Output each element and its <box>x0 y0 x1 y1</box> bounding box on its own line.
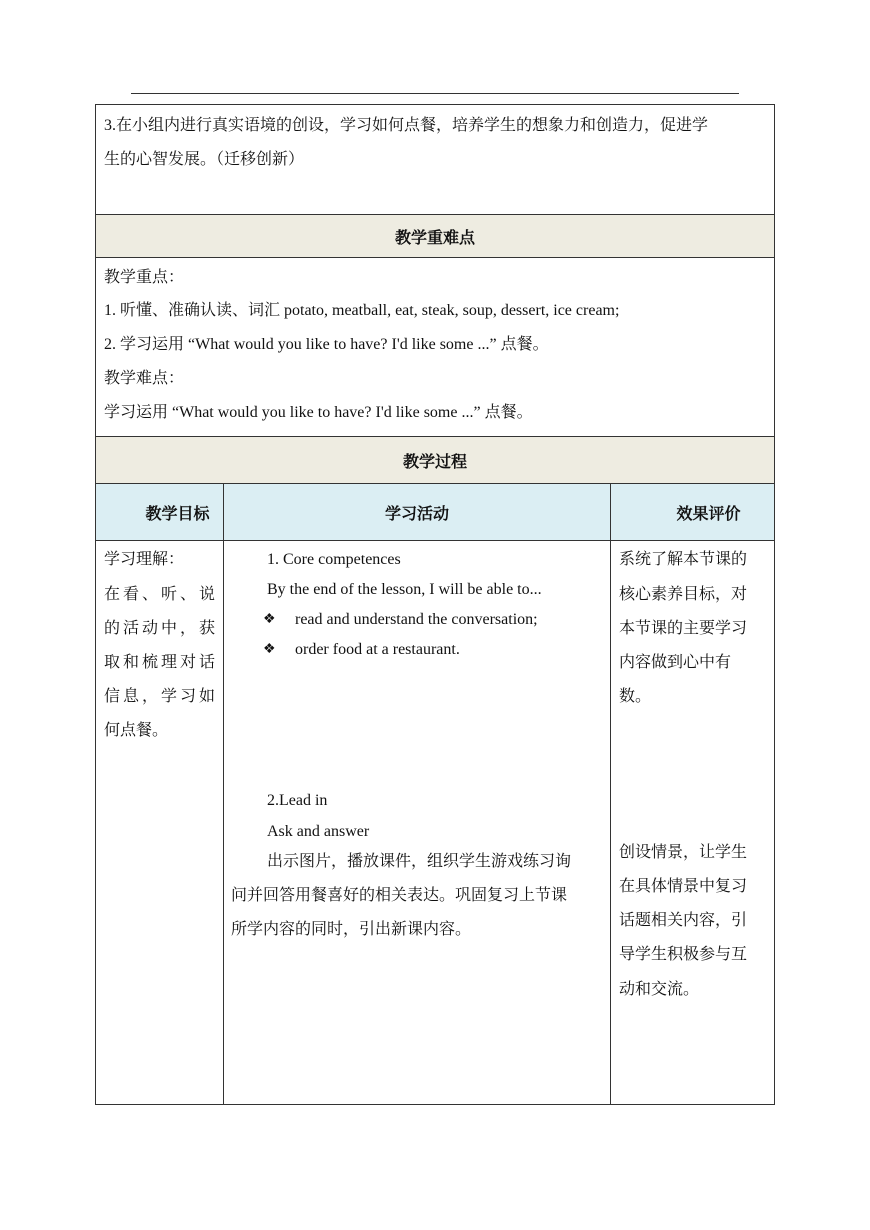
column-header-goal: 教学目标 <box>145 506 210 523</box>
row-divider <box>95 436 775 437</box>
objective-line: 3.在小组内进行真实语境的创设，学习如何点餐，培养学生的想象力和创造力，促进学 <box>104 117 709 134</box>
goal-line: 取和梳理对话 <box>104 654 215 671</box>
column-header-evaluation: 效果评价 <box>676 506 741 523</box>
activity-section2-title: 2.Lead in <box>267 792 328 809</box>
focus-item: 2. 学习运用 “What would you like to have? I'd like some ...” 点餐。 <box>104 336 549 353</box>
bullet-icon: ❖ <box>263 612 276 627</box>
row-divider <box>95 214 775 215</box>
goal-line: 信息，学习如 <box>104 688 215 705</box>
evaluation-line: 本节课的主要学习 <box>619 620 748 637</box>
activity-section1-intro: By the end of the lesson, I will be able to... <box>267 581 542 598</box>
evaluation-line: 动和交流。 <box>619 981 700 998</box>
goal-line: 学习理解： <box>104 551 185 568</box>
evaluation-line: 系统了解本节课的 <box>619 551 748 568</box>
goal-line: 何点餐。 <box>104 722 169 739</box>
bullet-icon: ❖ <box>263 642 276 657</box>
evaluation-line: 话题相关内容，引 <box>619 912 748 929</box>
activity-bullet: order food at a restaurant. <box>295 641 460 658</box>
key-points-title: 教学重难点 <box>394 230 475 247</box>
header-rule <box>131 93 739 94</box>
activity-section2-text: 出示图片，播放课件，组织学生游戏练习询 <box>267 853 572 870</box>
goal-line: 在看、听、说 <box>104 586 215 603</box>
activity-section1-title: 1. Core competences <box>267 551 401 568</box>
evaluation-line: 创设情景，让学生 <box>619 844 748 861</box>
focus-item: 1. 听懂、准确认读、词汇 potato, meatball, eat, steak, soup, dessert, ice cream; <box>104 302 620 319</box>
evaluation-line: 内容做到心中有 <box>619 654 732 671</box>
column-divider <box>223 483 224 1105</box>
row-divider <box>95 540 775 541</box>
evaluation-line: 核心素养目标，对 <box>619 586 748 603</box>
row-divider <box>95 483 775 484</box>
process-title: 教学过程 <box>402 454 467 471</box>
column-divider <box>610 483 611 1105</box>
evaluation-line: 在具体情景中复习 <box>619 878 748 895</box>
evaluation-line: 数。 <box>619 688 652 705</box>
focus-label: 教学重点： <box>104 269 185 286</box>
activity-section2-text: 所学内容的同时，引出新课内容。 <box>231 921 472 938</box>
activity-section2-text: 问并回答用餐喜好的相关表达。巩固复习上节课 <box>231 887 568 904</box>
difficulty-label: 教学难点： <box>104 370 185 387</box>
difficulty-item: 学习运用 “What would you like to have? I'd like some ...” 点餐。 <box>104 404 533 421</box>
column-header-activity: 学习活动 <box>384 506 449 523</box>
row-divider <box>95 257 775 258</box>
activity-bullet: read and understand the conversation; <box>295 611 538 628</box>
evaluation-line: 导学生积极参与互 <box>619 946 748 963</box>
goal-line: 的活动中，获 <box>104 620 215 637</box>
activity-section2-sub: Ask and answer <box>267 823 370 840</box>
objective-line: 生的心智发展。（迁移创新） <box>104 151 305 168</box>
